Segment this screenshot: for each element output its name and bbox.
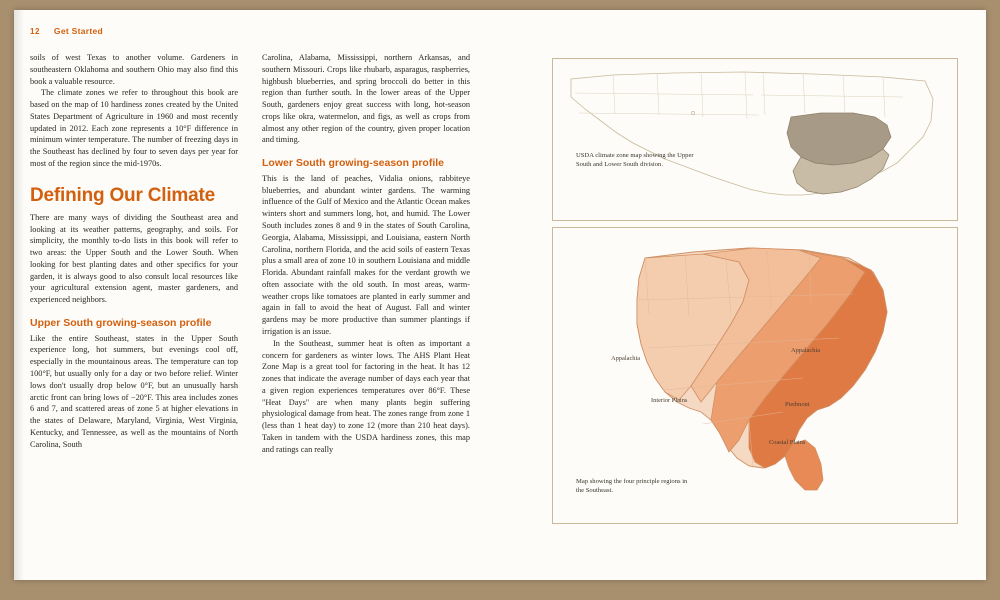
map-label-piedmont: Piedmont [785,401,810,408]
figure-caption-bottom: Map showing the four principle regions in the Southeast. [576,478,688,494]
usda-map-svg [553,59,957,220]
text-column-1 [30,52,238,450]
map-label-appalachia-west: Appalachia [611,355,641,362]
paragraph: The climate zones we refer to throughout this book are based on the map of 10 hardiness zones created by the United States Department of Agriculture in 1960 and most recently updated in 2012. Each zone represents a 10°F difference in minimum winter temperature. The number of freezing days in the Southeast has declined by four to seven days per year for most of the region since the mid-1970s. [30,88,238,169]
paragraph: soils of west Texas to another volume. Gardeners in southeastern Oklahoma and southern Ohio may also find this book a valuable resource. [30,53,238,86]
page-number: 12 [30,27,40,36]
map-label-interior-plains: Interior Plains [651,397,688,404]
map-label-appalachia-east: Appalachia [791,347,821,354]
paragraph: Carolina, Alabama, Mississippi, northern Arkansas, and southern Missouri. Crops like rhubarb, asparagus, raspberries, highbush blueberries, and spring broccoli do better in this region than further south. In the lower areas of the Upper South, gardeners enjoy great success with long, hot-season crops like okra, watermelon, and figs, as well as crops from almost any other region of the country, given proper location and timing. [262,53,470,145]
paragraph: In the Southeast, summer heat is often as important a concern for gardeners as winter lows. The AHS Plant Heat Zone Map is a great tool for factoring in the heat. It has 12 zones that indicate the average number of days each year that a given region experiences temperatures over 86°F. These "Heat Days" are when many plants begin suffering physiological damage from heat. The zones range from zone 1 (less than 1 heat day) to zone 12 (more than 210 heat days). Taken in tandem with the USDA hardiness zones, this map and ratings can really [262,338,470,454]
running-head: Get Started [53,26,104,36]
page-gutter-shadow [14,10,24,580]
figure-usda-climate-zone-map [552,58,958,221]
map-label-coastal-plains: Coastal Plains [769,439,806,446]
subsection-heading: Lower South growing-season profile [262,157,445,170]
figure-caption-top: USDA climate zone map showing the Upper South and Lower South division. [576,152,694,168]
paragraph: There are many ways of dividing the Southeast area and looking at its weather patterns, geography, and soils. For simplicity, the monthly to-do lists in this book will refer to two areas: the Upper South and the Lower South. When looking for best planting dates and other specifics for your garden, it is always good to also consult local resources like your agricultural extension agent, master gardeners, and experienced neighbors. [30,212,238,305]
region-florida [785,440,823,490]
text-column-2 [262,52,470,456]
paragraph: This is the land of peaches, Vidalia onions, rabbiteye blueberries, and abundant winter gardens. The warming influence of the Gulf of Mexico and the Atlantic Ocean makes winters short and summers long, hot, and humid. The Lower South includes zones 8 and 9 in the states of South Carolina, Georgia, Alabama, Mississippi, and Louisiana, eastern North Carolina, northern Florida, and the acid soils of eastern Texas plus a small area of zone 10 in southern Louisiana and middle Florida. Abundant rainfall makes for the verdant growth we often associate with the old south. In most areas, warm-weather crops like tomatoes are planted in early summer and again in fall to avoid the heat of August. Fall and winter gardens may be more productive than summer plantings if irrigation is an issue. [262,173,470,336]
subsection-heading: Upper South growing-season profile [30,317,212,329]
page-header [30,26,103,36]
paragraph: Like the entire Southeast, states in the Upper South experience long, hot summers, but evenings cool off, especially in the mountainous areas. The temperature can top 100°F, but usually only for a day or two before relief. Winter lows don't usually drop below 0°F, but an unusually harsh arctic front can bring lows of −20°F. This area includes zones 6 and 7, and scattered areas of zone 5 at higher elevations in the states of Delaware, Maryland, Virginia, West Virginia, Kentucky, and Tennessee, as well as the mountains of North Carolina, South [30,333,238,449]
section-heading: Defining Our Climate [30,184,215,206]
